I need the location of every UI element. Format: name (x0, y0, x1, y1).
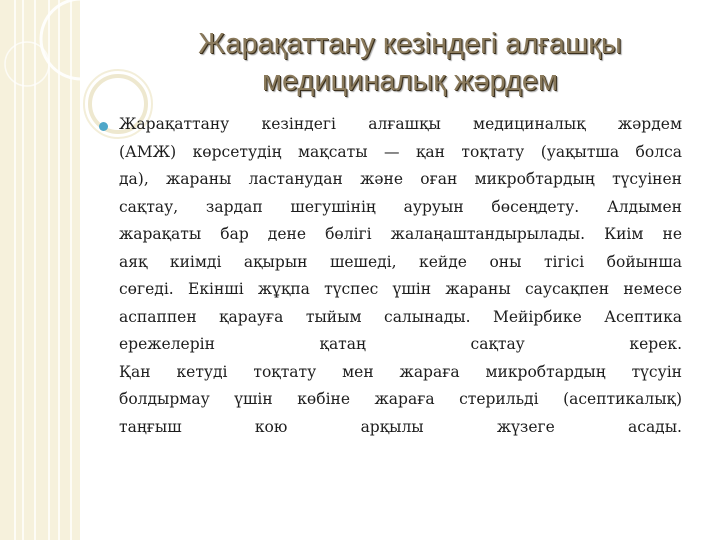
title-line: медициналық жәрдем (262, 65, 558, 97)
body-line: Жарақаттану кезіндегі алғашқы медициналық жәрдем (119, 115, 682, 133)
slide-body (119, 111, 682, 441)
slide-title (110, 26, 710, 100)
body-line: ережелерін қатаң сақтау керек. (119, 335, 682, 353)
body-line: болдырмау үшін көбіне жараға стерильді (асептикалық) (119, 390, 682, 408)
decorative-circle (5, 42, 49, 86)
body-line: да), жараны ластанудан және оған микробтардың түсуінен (119, 170, 682, 188)
body-line: (АМЖ) көрсетудің мақсаты — қан тоқтату (уақытша болса (119, 142, 682, 161)
body-line: сөгеді. Екінші жұқпа түспес үшін жараны саусақпен немесе (119, 280, 682, 298)
body-line: сақтау, зардап шегушінің ауруын бөсеңдету. Алдымен (119, 197, 682, 216)
body-line: жарақаты бар дене бөлігі жалаңаштандырылады. Киім не (119, 225, 682, 243)
body-line: аяқ киімді ақырын шешеді, кейде оны тігісі бойынша (119, 252, 682, 271)
bullet-icon (99, 122, 108, 131)
title-line: Жарақаттану кезіндегі алғашқы (198, 28, 622, 60)
decorative-circle (41, 0, 121, 79)
body-line: аспаппен қарауға тыйым салынады. Мейірбике Асептика (119, 307, 682, 326)
body-line: Қан кетуді тоқтату мен жараға микробтардың түсуін (119, 362, 682, 381)
body-line: таңғыш кою арқылы жүзеге асады. (119, 417, 682, 436)
